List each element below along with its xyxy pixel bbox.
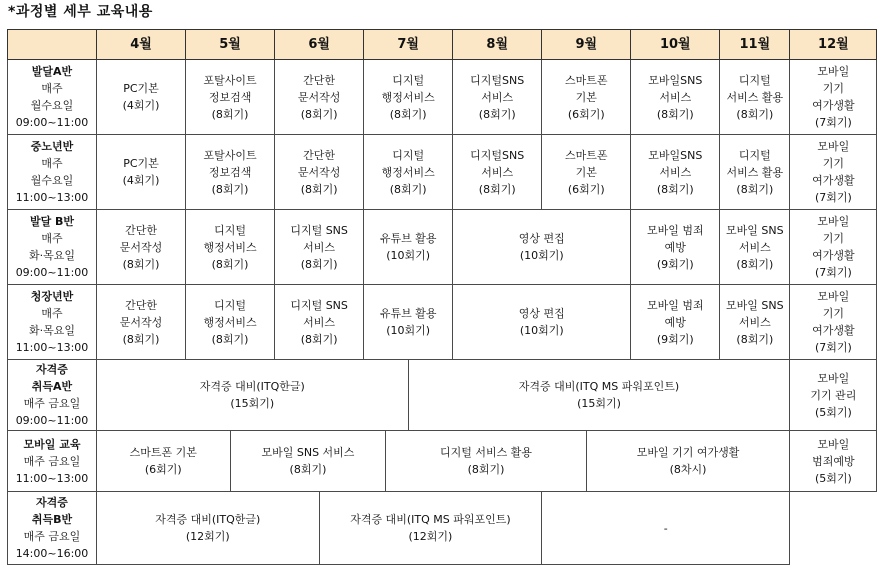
course-text: 모바일: [817, 215, 850, 228]
course-cell: [275, 60, 364, 135]
course-cell: [453, 135, 542, 210]
course-cell: [319, 492, 542, 565]
course-text: 스마트폰: [565, 148, 608, 162]
course-text: 자격증 대비(ITQ한글): [155, 513, 261, 526]
course-cell: [97, 60, 186, 135]
schedule-table: [7, 29, 877, 565]
class-info: 09:00~11:00: [15, 266, 89, 279]
class-info: 매주: [41, 82, 63, 95]
course-text: (10회기): [386, 249, 431, 262]
schedule-row: [8, 60, 877, 135]
course-cell: [631, 135, 720, 210]
class-group-cell: [8, 492, 97, 565]
class-info: 11:00~13:00: [15, 191, 89, 204]
class-info: 취득A반: [31, 380, 73, 393]
course-text: 기기: [822, 307, 844, 320]
class-info: 09:00~11:00: [15, 414, 89, 427]
course-text: 여가생활: [812, 324, 855, 337]
month-header: 9월: [542, 30, 631, 60]
course-cell: [186, 60, 275, 135]
course-cell: [790, 360, 877, 431]
course-text: 서비스: [303, 315, 336, 329]
schedule-row: [8, 360, 877, 431]
course-text: (4회기): [122, 174, 160, 187]
course-text: (8회기): [211, 257, 249, 271]
class-name: 발달A반: [31, 65, 73, 78]
course-text: 기기: [822, 82, 844, 95]
course-cell: [542, 492, 790, 565]
course-text: (8회기): [736, 107, 774, 121]
class-name: 중노년반: [30, 140, 74, 153]
course-text: 모바일 SNS 서비스: [261, 446, 355, 459]
course-text: 모바일: [817, 140, 850, 153]
course-text: 자격증 대비(ITQ한글): [199, 380, 305, 393]
course-cell: [275, 210, 364, 285]
class-name: 자격증: [36, 496, 68, 509]
course-cell: [720, 210, 790, 285]
class-name: 모바일 교육: [23, 437, 81, 451]
course-text: 모바일: [817, 437, 850, 451]
course-text: (8회기): [122, 257, 160, 271]
class-info: 매주: [41, 157, 63, 170]
course-text: (5회기): [814, 471, 852, 485]
course-text: 스마트폰 기본: [129, 446, 197, 459]
course-text: (8회기): [300, 182, 338, 196]
course-text: 문서작성: [297, 165, 341, 179]
course-text: 모바일 SNS: [726, 223, 784, 237]
course-text: 포탈사이트: [203, 148, 257, 162]
course-cell: [453, 60, 542, 135]
course-text: (8회기): [467, 463, 505, 476]
class-info: 매주 금요일: [23, 397, 81, 410]
class-info: 화·목요일: [28, 324, 75, 337]
course-text: 범죄예방: [812, 454, 855, 468]
course-cell: [186, 135, 275, 210]
course-cell: [453, 285, 631, 360]
course-cell: [790, 285, 877, 360]
course-text: (8회기): [478, 107, 516, 121]
course-text: (12회기): [408, 530, 453, 543]
course-cell: [97, 360, 409, 431]
month-header: 7월: [364, 30, 453, 60]
course-cell: [364, 210, 453, 285]
course-cell: [364, 60, 453, 135]
class-info: 14:00~16:00: [15, 547, 89, 560]
course-text: 행정서비스: [203, 240, 257, 254]
course-text: 기본: [575, 165, 597, 179]
course-cell: [275, 285, 364, 360]
course-text: (10회기): [519, 249, 564, 262]
course-text: 디지털SNS: [470, 148, 525, 162]
schedule-row: [8, 210, 877, 285]
course-text: (6회기): [567, 182, 605, 196]
course-text: (8회기): [656, 107, 694, 121]
course-text: 모바일: [817, 65, 850, 78]
course-text: (6회기): [567, 107, 605, 121]
course-text: 간단한: [303, 73, 336, 87]
course-text: (5회기): [814, 405, 852, 419]
course-text: 디지털: [214, 223, 247, 237]
course-cell: [364, 285, 453, 360]
course-text: 간단한: [125, 223, 157, 237]
course-text: 디지털 서비스 활용: [440, 446, 533, 459]
class-group-cell: [8, 135, 97, 210]
course-text: 간단한: [125, 298, 157, 312]
course-cell: [720, 60, 790, 135]
month-header: 5월: [186, 30, 275, 60]
course-text: 예방: [664, 315, 686, 329]
course-cell: [97, 492, 320, 565]
class-group-cell: [8, 360, 97, 431]
course-cell: [97, 210, 186, 285]
class-info: 매주 금요일: [23, 530, 81, 543]
course-cell: [720, 285, 790, 360]
course-text: 모바일 범죄: [646, 298, 704, 312]
course-text: 모바일 SNS: [726, 298, 784, 312]
course-cell: [790, 135, 877, 210]
class-group-cell: [8, 285, 97, 360]
course-text: 서비스 활용: [726, 90, 784, 104]
month-header: 12월: [790, 30, 877, 60]
course-text: (15회기): [230, 397, 275, 410]
course-text: (8회기): [736, 332, 774, 346]
course-text: (8회기): [736, 257, 774, 271]
course-cell: [230, 431, 386, 492]
course-cell: [586, 431, 790, 492]
course-text: 여가생활: [812, 174, 855, 187]
course-text: 기기: [822, 157, 844, 170]
course-text: 모바일SNS: [648, 148, 703, 162]
course-text: (7회기): [814, 116, 852, 129]
course-cell: [364, 135, 453, 210]
course-text: 행정서비스: [381, 165, 435, 179]
course-cell: [97, 431, 231, 492]
course-text: (8회기): [656, 182, 694, 196]
schedule-row: [8, 285, 877, 360]
course-text: 모바일: [817, 371, 850, 385]
course-text: PC기본: [123, 82, 159, 95]
course-text: 행정서비스: [203, 315, 257, 329]
course-text: 유튜브 활용: [379, 307, 437, 320]
course-cell: [542, 60, 631, 135]
course-text: 포탈사이트: [203, 73, 257, 87]
course-text: (6회기): [144, 463, 182, 476]
course-text: (12회기): [185, 530, 230, 543]
course-text: 디지털 SNS: [290, 298, 348, 312]
course-text: 영상 편집: [518, 232, 565, 245]
course-text: (9회기): [656, 257, 694, 271]
course-text: (15회기): [577, 397, 621, 410]
course-text: 간단한: [303, 148, 336, 162]
course-text: (8회기): [211, 107, 249, 121]
course-text: (8회기): [389, 107, 427, 121]
page-title: *과정별 세부 교육내용: [8, 4, 153, 20]
course-text: (7회기): [814, 266, 852, 279]
course-cell: [408, 360, 790, 431]
course-text: (8회기): [300, 107, 338, 121]
course-cell: [790, 60, 877, 135]
course-text: 디지털: [392, 73, 425, 87]
course-text: -: [663, 521, 668, 535]
class-group-cell: [8, 431, 97, 492]
class-info: 매주: [41, 307, 63, 320]
course-text: (8회기): [300, 332, 338, 346]
course-text: 기기: [822, 232, 844, 245]
course-text: 여가생활: [812, 249, 855, 262]
schedule-row: [8, 431, 877, 492]
month-header: 10월: [631, 30, 720, 60]
course-text: 디지털 SNS: [290, 223, 348, 237]
course-text: 디지털: [392, 148, 425, 162]
course-text: (8회기): [300, 257, 338, 271]
class-info: 월수요일: [30, 99, 74, 112]
course-text: 기기 관리: [810, 388, 857, 402]
course-text: 서비스: [303, 240, 336, 254]
header-corner: [8, 30, 97, 60]
course-cell: [453, 210, 631, 285]
course-cell: [631, 285, 720, 360]
course-cell: [97, 285, 186, 360]
class-name: 발달 B반: [29, 215, 75, 228]
course-text: (8회기): [122, 332, 160, 346]
course-text: 서비스 활용: [726, 165, 784, 179]
course-text: 예방: [664, 240, 686, 254]
month-header: 6월: [275, 30, 364, 60]
course-text: 유튜브 활용: [379, 232, 437, 245]
course-cell: [97, 135, 186, 210]
course-text: 서비스: [481, 165, 514, 179]
course-text: 서비스: [659, 90, 692, 104]
course-cell: [275, 135, 364, 210]
class-name: 청장년반: [30, 290, 74, 303]
class-info: 매주 금요일: [23, 454, 81, 468]
course-text: 디지털: [738, 73, 771, 87]
course-text: 문서작성: [297, 90, 341, 104]
course-cell: [386, 431, 586, 492]
course-text: 행정서비스: [381, 90, 435, 104]
course-text: 기본: [575, 90, 597, 104]
course-text: 디지털SNS: [470, 73, 525, 87]
class-info: 취득B반: [31, 513, 73, 526]
course-text: (10회기): [386, 324, 431, 337]
course-text: (8차시): [669, 463, 707, 476]
class-info: 매주: [41, 232, 63, 245]
course-text: (8회기): [389, 182, 427, 196]
schedule-row: [8, 492, 877, 565]
course-text: 정보검색: [208, 90, 252, 104]
class-group-cell: [8, 210, 97, 285]
course-text: (9회기): [656, 332, 694, 346]
class-info: 화·목요일: [28, 249, 75, 262]
course-text: 모바일: [817, 290, 850, 303]
course-text: 정보검색: [208, 165, 252, 179]
class-group-cell: [8, 60, 97, 135]
course-text: (8회기): [211, 332, 249, 346]
course-text: 모바일 범죄: [646, 223, 704, 237]
schedule-row: [8, 135, 877, 210]
class-info: 월수요일: [30, 174, 74, 187]
course-cell: [790, 210, 877, 285]
class-name: 자격증: [36, 363, 68, 376]
month-header: 8월: [453, 30, 542, 60]
class-info: 11:00~13:00: [15, 471, 89, 485]
course-cell: [720, 135, 790, 210]
course-text: 서비스: [481, 90, 514, 104]
course-cell: [631, 60, 720, 135]
course-text: 디지털: [214, 298, 247, 312]
class-info: 09:00~11:00: [15, 116, 89, 129]
course-text: 스마트폰: [565, 73, 608, 87]
course-text: 영상 편집: [518, 307, 565, 320]
course-cell: [790, 431, 877, 492]
course-text: (8회기): [211, 182, 249, 196]
course-text: 문서작성: [119, 315, 163, 329]
course-text: (7회기): [814, 191, 852, 204]
course-text: 디지털: [738, 148, 771, 162]
course-cell: [631, 210, 720, 285]
course-cell: [186, 285, 275, 360]
class-info: 11:00~13:00: [15, 341, 89, 354]
month-header: 11월: [720, 30, 790, 60]
course-text: (10회기): [519, 324, 564, 337]
course-text: 서비스: [738, 315, 771, 329]
course-text: 여가생활: [812, 99, 855, 112]
header-row: [8, 30, 877, 60]
course-cell: [542, 135, 631, 210]
course-text: 모바일 기기 여가생활: [636, 446, 740, 459]
course-text: PC기본: [123, 157, 159, 170]
course-text: (8회기): [478, 182, 516, 196]
course-text: (8회기): [289, 463, 327, 476]
course-text: (4회기): [122, 99, 160, 112]
course-text: 자격증 대비(ITQ MS 파워포인트): [518, 380, 680, 393]
course-text: 서비스: [738, 240, 771, 254]
month-header: 4월: [97, 30, 186, 60]
course-text: 자격증 대비(ITQ MS 파워포인트): [350, 513, 511, 526]
course-text: 서비스: [659, 165, 692, 179]
course-text: 모바일SNS: [648, 73, 703, 87]
course-cell: [186, 210, 275, 285]
course-text: (7회기): [814, 341, 852, 354]
course-text: (8회기): [736, 182, 774, 196]
course-text: 문서작성: [119, 240, 163, 254]
